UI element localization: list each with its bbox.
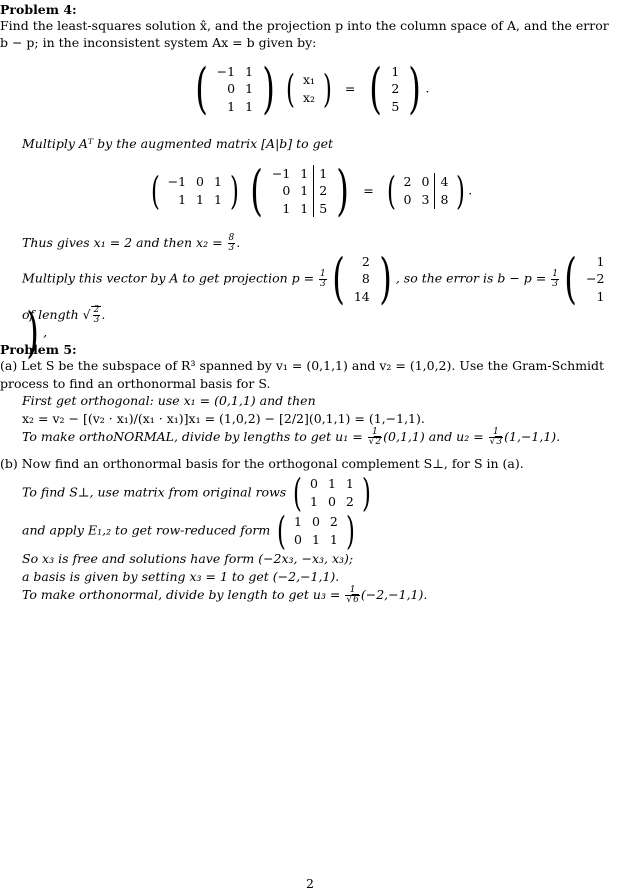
matrix-cell: 2 — [329, 514, 338, 530]
matrix-cell: 3 — [421, 192, 430, 207]
matrix-cell: −1 — [216, 63, 236, 79]
matrix-augmented-Ab — [267, 165, 332, 218]
problem4-heading: Problem 4: — [0, 2, 77, 17]
vector-b — [386, 63, 404, 116]
matrix-cell: 1 — [314, 165, 332, 183]
matrix-cell: 14 — [353, 288, 370, 304]
matrix-cell: 0 — [310, 476, 318, 492]
problem4-statement: Find the least-squares solution x̂, and the projection p into the column space of A, and the error b − p; in the inconsistent system Ax = b given by: — [0, 18, 609, 50]
matrix-cell: 1 — [596, 253, 605, 269]
problem5b-rows: To find S⊥, use matrix from original rows ( 0 1 1 1 0 2 ) — [22, 471, 371, 515]
step-solution: Thus gives x₁ = 2 and then x₂ = $\frac{8}{3}$ . — [22, 233, 241, 253]
step-multiply-AT: Multiply Aᵀ by the augmented matrix [A|b] to get — [22, 136, 334, 151]
matrix-cell: 2 — [403, 174, 412, 190]
matrix-cell: 0 — [421, 174, 430, 190]
vector-projection — [349, 253, 375, 306]
step-projection: Multiply this vector by A to get projection p = $\frac{1}{3}$ ( 2 8 14 ) , so the error is b − p = $\frac{1}{3}$ ( 1 −2 1 ) , — [22, 252, 618, 360]
matrix-row-reduced — [289, 513, 343, 548]
matrix-cell: 1 — [245, 63, 254, 79]
matrix-original-rows — [305, 475, 359, 510]
matrix-cell: 5 — [391, 98, 400, 114]
matrix-cell: 1 — [391, 63, 400, 79]
matrix-cell: 0 — [282, 183, 291, 199]
matrix-cell: −2 — [586, 271, 605, 287]
matrix-cell: 1 — [311, 532, 320, 547]
matrix-cell: 2 — [314, 182, 332, 200]
matrix-cell: 1 — [329, 532, 338, 547]
equation-AT-augmented: ( −1 0 1 1 1 1 ) ( −1 1 1 0 1 2 1 1 5 ) = ( 2 0 4 0 3 8 ) . — [150, 159, 473, 222]
matrix-cell: 0 — [196, 174, 204, 190]
problem5b-basis: a basis is given by setting x₃ = 1 to get (−2,−1,1). — [22, 569, 340, 584]
matrix-cell: 1 — [300, 165, 309, 181]
matrix-cell: 2 — [361, 253, 370, 269]
problem5b-orthonormal: To make orthonormal, divide by length to get u₃ = $\frac{1}{√6}$ (−2,−1,1). — [22, 585, 428, 605]
matrix-cell: 1 — [345, 476, 354, 492]
matrix-A — [212, 63, 258, 116]
matrix-cell: 2 — [391, 81, 400, 97]
problem5b-reduce: and apply E₁,₂ to get row-reduced form ( 1 0 2 0 1 1 ) — [22, 509, 355, 553]
matrix-cell: 1 — [300, 200, 309, 216]
matrix-cell: 1 — [214, 192, 222, 207]
problem5a-line2: process to find an orthonormal basis for S. — [0, 376, 271, 391]
matrix-AT — [163, 173, 227, 208]
problem5a-line1: (a) Let S be the subspace of R³ spanned by v₁ = (0,1,1) and v₂ = (1,0,2). Use the Gram-Schmidt — [0, 358, 605, 373]
matrix-cell: −1 — [271, 165, 291, 181]
matrix-cell: 1 — [214, 174, 222, 190]
problem5b-line1: (b) Now find an orthonormal basis for the orthogonal complement S⊥, for S in (a). — [0, 456, 524, 471]
matrix-cell: 1 — [310, 494, 318, 509]
matrix-cell: 0 — [294, 532, 302, 547]
problem5a-x2: x₂ = v₂ − [(v₂ · x₁)/(x₁ · x₁)]x₁ = (1,0,2) − [2/2](0,1,1) = (1,−1,1). — [22, 411, 425, 426]
matrix-cell: 1 — [294, 514, 302, 530]
matrix-cell: 5 — [314, 200, 332, 218]
matrix-cell: 4 — [435, 173, 453, 191]
matrix-cell: 1 — [196, 192, 204, 207]
matrix-cell: 1 — [327, 476, 336, 492]
matrix-cell: 0 — [227, 81, 236, 97]
matrix-cell: −1 — [167, 174, 187, 190]
problem5a-orthogonal: First get orthogonal: use x₁ = (0,1,1) and then — [22, 393, 316, 408]
matrix-cell: 8 — [361, 271, 370, 287]
equation-Ax-b: ( −1 1 0 1 1 1 ) ( x₁ x₂ ) = ( 1 2 5 ) . — [194, 57, 430, 120]
matrix-cell: x₂ — [302, 90, 316, 105]
matrix-cell: 0 — [311, 514, 320, 530]
step-length: of length √ $\frac{2}{3}$ . — [22, 305, 106, 325]
matrix-cell: 2 — [345, 494, 354, 509]
matrix-cell: 1 — [300, 183, 309, 199]
matrix-cell: 1 — [178, 192, 187, 207]
matrix-cell: 1 — [282, 200, 291, 216]
vector-x — [298, 71, 320, 106]
matrix-cell: 1 — [596, 288, 605, 304]
problem5b-free: So x₃ is free and solutions have form (−2x₃, −x₃, x₃); — [22, 551, 354, 566]
matrix-result — [399, 173, 454, 208]
matrix-cell: 0 — [403, 192, 412, 207]
matrix-cell: 1 — [227, 98, 236, 114]
vector-error — [581, 253, 609, 306]
matrix-cell: 1 — [245, 81, 254, 97]
problem5-heading: Problem 5: — [0, 342, 77, 357]
matrix-cell: 8 — [435, 191, 453, 209]
matrix-cell: 0 — [327, 494, 336, 509]
problem5a-orthonormal: To make orthoNORMAL, divide by lengths to get u₁ = $\frac{1}{√2}$ (0,1,1) and u₂ = $\frac{1}{√3}$ (1,−1,1). — [22, 427, 561, 447]
matrix-cell: x₁ — [302, 72, 316, 88]
page-number: 2 — [306, 876, 314, 891]
matrix-cell: 1 — [245, 98, 254, 114]
